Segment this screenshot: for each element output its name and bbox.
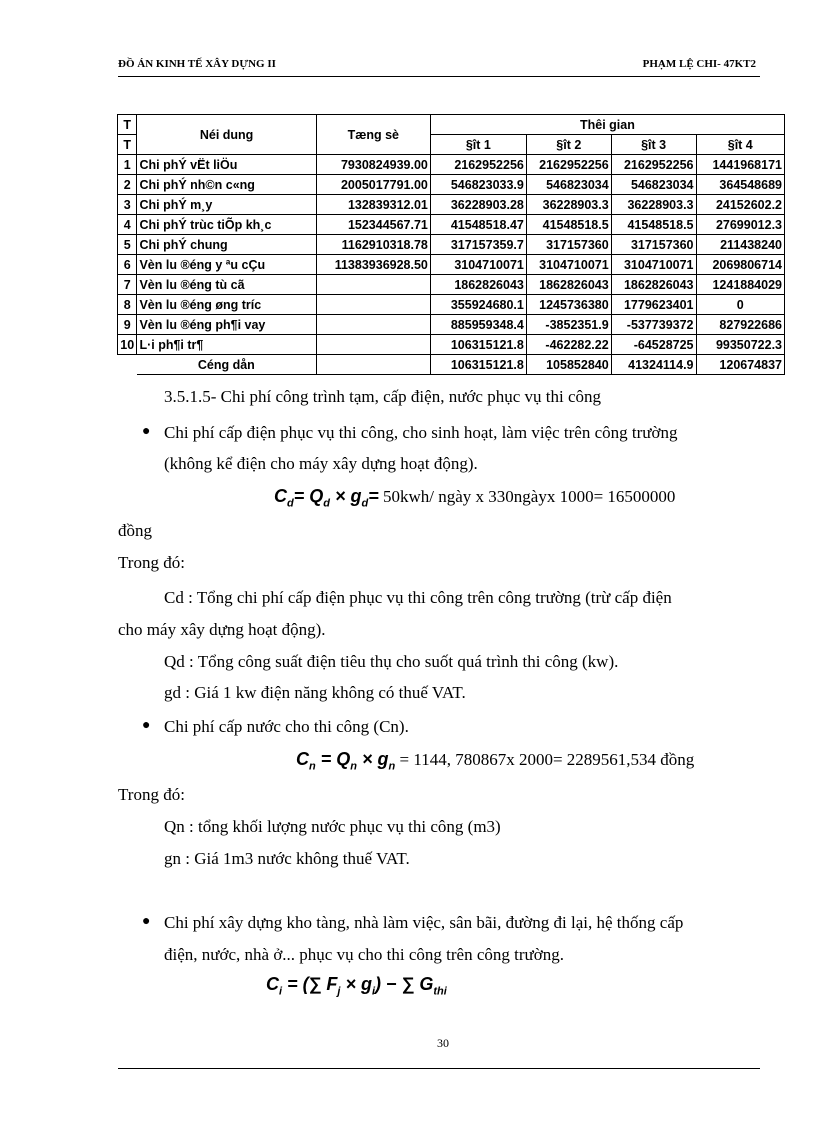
period-header: §ît 2 [526, 135, 611, 155]
row-index: 10 [118, 335, 137, 355]
bullet-1-line-2: (không kể điện cho máy xây dựng hoạt động). [164, 454, 478, 473]
table-row [118, 195, 785, 215]
sum-cell: 106315121.8 [430, 355, 526, 375]
row-index: 5 [118, 235, 137, 255]
table-row [118, 295, 785, 315]
row-value: 2162952256 [526, 155, 611, 175]
row-total [316, 295, 430, 315]
tt-header-2: T [118, 135, 137, 155]
row-value: 546823033.9 [430, 175, 526, 195]
cd-definition-line-1: Cd : Tổng chi phí cấp điện phục vụ thi công trên công trường (trừ cấp điện [164, 588, 672, 607]
bullet-icon: ● [142, 718, 151, 733]
row-name: Vèn lu ®éng y ªu cÇu [137, 255, 316, 275]
page-header [118, 56, 760, 77]
row-value: 364548689 [696, 175, 784, 195]
row-value: 2162952256 [611, 155, 696, 175]
table-row [118, 235, 785, 255]
table-row [118, 155, 785, 175]
row-index: 1 [118, 155, 137, 175]
cost-table [117, 114, 785, 375]
row-name: Chi phÝ chung [137, 235, 316, 255]
row-value: 355924680.1 [430, 295, 526, 315]
row-value: 106315121.8 [430, 335, 526, 355]
row-value: 41548518.5 [611, 215, 696, 235]
period-header: §ît 4 [696, 135, 784, 155]
formula-cn: $C_n = Q_n \times g_n = 1144$, 780867x 2000= 2289561,534 đồng [296, 749, 695, 773]
row-value: 317157360 [611, 235, 696, 255]
row-value: 2162952256 [430, 155, 526, 175]
row-value: 211438240 [696, 235, 784, 255]
formula-ci: $C_i$ = (∑ $F_j \times g_i$) − ∑ $G_{thi}$ [266, 974, 447, 998]
sum-cell: 105852840 [526, 355, 611, 375]
row-total: 11383936928.50 [316, 255, 430, 275]
row-name: Vèn lu ®éng øng tríc [137, 295, 316, 315]
row-index: 3 [118, 195, 137, 215]
row-value: 36228903.3 [526, 195, 611, 215]
row-value: 3104710071 [430, 255, 526, 275]
row-index: 8 [118, 295, 137, 315]
row-value: 1441968171 [696, 155, 784, 175]
dong-text: đồng [118, 521, 152, 540]
tt-header: T [118, 115, 137, 135]
row-value: 36228903.28 [430, 195, 526, 215]
row-value: 885959348.4 [430, 315, 526, 335]
gd-definition: gd : Giá 1 kw điện năng không có thuế VAT. [164, 683, 466, 702]
row-index: 6 [118, 255, 137, 275]
time-header: Thêi gian [430, 115, 784, 135]
row-total [316, 315, 430, 335]
row-name: Chi phÝ nh©n c«ng [137, 175, 316, 195]
row-value: -3852351.9 [526, 315, 611, 335]
row-name: L·i ph¶i tr¶ [137, 335, 316, 355]
table-row [118, 175, 785, 195]
row-name: Chi phÝ trùc tiÕp kh¸c [137, 215, 316, 235]
row-total: 152344567.71 [316, 215, 430, 235]
row-value: 1862826043 [526, 275, 611, 295]
table-row [118, 335, 785, 355]
row-name: Vèn lu ®éng ph¶i vay [137, 315, 316, 335]
bullet-1-line-1: Chi phí cấp điện phục vụ thi công, cho sinh hoạt, làm việc trên công trường [164, 423, 678, 442]
row-value: 27699012.3 [696, 215, 784, 235]
row-index: 9 [118, 315, 137, 335]
row-value: 24152602.2 [696, 195, 784, 215]
qd-definition: Qd : Tổng công suất điện tiêu thụ cho suốt quá trình thi công (kw). [164, 652, 619, 671]
row-value: 99350722.3 [696, 335, 784, 355]
table-row [118, 315, 785, 335]
sum-cell: 41324114.9 [611, 355, 696, 375]
sum-total [316, 355, 430, 375]
row-name: Chi phÝ m¸y [137, 195, 316, 215]
row-value: 3104710071 [526, 255, 611, 275]
row-index: 7 [118, 275, 137, 295]
row-total: 2005017791.00 [316, 175, 430, 195]
row-total [316, 335, 430, 355]
sum-label: Céng dån [137, 355, 316, 375]
table-row [118, 215, 785, 235]
bullet-icon: ● [142, 914, 151, 929]
row-value: 546823034 [611, 175, 696, 195]
cd-definition-line-2: cho máy xây dựng hoạt động). [118, 620, 326, 639]
row-value: 1862826043 [430, 275, 526, 295]
formula-cd-value: 50kwh/ ngày x 330ngàyx 1000= 16500000 [383, 487, 676, 506]
sum-row [118, 355, 785, 375]
row-total [316, 275, 430, 295]
content-header: Néi dung [137, 115, 316, 155]
row-value: 3104710071 [611, 255, 696, 275]
header-left: ĐỒ ÁN KINH TẾ XÂY DỰNG II [118, 58, 276, 70]
row-value: 41548518.5 [526, 215, 611, 235]
row-value: 1862826043 [611, 275, 696, 295]
table-row [118, 255, 785, 275]
page-number: 30 [437, 1036, 449, 1050]
qn-definition: Qn : tổng khối lượng nước phục vụ thi công (m3) [164, 817, 501, 836]
row-total: 132839312.01 [316, 195, 430, 215]
sum-blank [118, 355, 137, 375]
row-value: 41548518.47 [430, 215, 526, 235]
bullet-3-line-2: điện, nước, nhà ở... phục vụ cho thi công trên công trường. [164, 945, 564, 964]
row-value: 36228903.3 [611, 195, 696, 215]
row-value: 317157360 [526, 235, 611, 255]
row-value: -64528725 [611, 335, 696, 355]
period-header: §ît 1 [430, 135, 526, 155]
row-value: 2069806714 [696, 255, 784, 275]
row-value: 0 [696, 295, 784, 315]
footer-divider [118, 1068, 760, 1069]
bullet-2: Chi phí cấp nước cho thi công (Cn). [164, 717, 409, 736]
trong-do-2: Trong đó: [118, 785, 185, 804]
row-value: 1779623401 [611, 295, 696, 315]
period-header: §ît 3 [611, 135, 696, 155]
row-index: 4 [118, 215, 137, 235]
table-row [118, 275, 785, 295]
row-total: 7930824939.00 [316, 155, 430, 175]
row-value: 1241884029 [696, 275, 784, 295]
bullet-icon: ● [142, 424, 151, 439]
row-value: -462282.22 [526, 335, 611, 355]
row-value: 317157359.7 [430, 235, 526, 255]
bullet-3-line-1: Chi phí xây dựng kho tàng, nhà làm việc, sân bãi, đường đi lại, hệ thống cấp [164, 913, 684, 932]
row-name: Chi phÝ vËt liÖu [137, 155, 316, 175]
header-right: PHẠM LỆ CHI- 47KT2 [642, 58, 756, 70]
gn-definition: gn : Giá 1m3 nước không thuế VAT. [164, 849, 410, 868]
total-header: Tæng sè [316, 115, 430, 155]
row-value: 546823034 [526, 175, 611, 195]
row-value: 1245736380 [526, 295, 611, 315]
row-index: 2 [118, 175, 137, 195]
formula-cd: $C_d= Q_d \times g_d= 50kwh/$ ngày x 330ngàyx 1000= 16500000 [274, 486, 676, 510]
row-value: -537739372 [611, 315, 696, 335]
trong-do-1: Trong đó: [118, 553, 185, 572]
section-heading: 3.5.1.5- Chi phí công trình tạm, cấp điện, nước phục vụ thi công [164, 387, 601, 406]
row-value: 827922686 [696, 315, 784, 335]
sum-cell: 120674837 [696, 355, 784, 375]
row-name: Vèn lu ®éng tù cã [137, 275, 316, 295]
row-total: 1162910318.78 [316, 235, 430, 255]
formula-cn-value: = 1144, 780867x 2000= 2289561,534 đồng [399, 750, 695, 769]
